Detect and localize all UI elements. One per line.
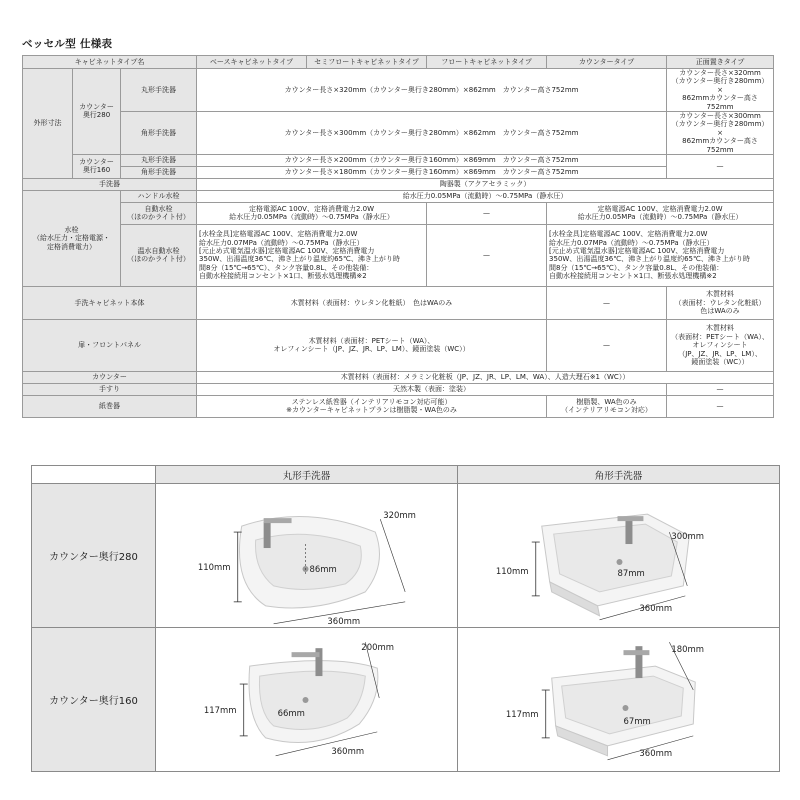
kaku-280-width-label: 360mm xyxy=(639,602,673,613)
maru-160-height-label: 117mm xyxy=(203,704,237,715)
kaku-280-height-label: 110mm xyxy=(495,565,529,576)
maru-280-depth-label: 320mm xyxy=(383,510,416,521)
kaku-280-inner-label: 87mm xyxy=(617,567,645,578)
size-280-maru: カウンター長さ×320mm（カウンター奥行き280mm）×862mm カウンター高さ752mm xyxy=(197,69,667,112)
round-basin-280-image xyxy=(156,484,457,627)
kaku-160-inner-label: 67mm xyxy=(623,715,651,726)
depth-160-label: カウンター 奥行160 xyxy=(73,154,121,178)
maru-280-inner-label: 86mm xyxy=(309,563,337,574)
size-160-kaku: カウンター長さ×180mm（カウンター奥行き160mm）×869mm カウンター高さ752mm xyxy=(197,166,667,178)
shikiki-counter: 樹脂製、WA色のみ （インテリアリモコン対応） xyxy=(547,395,667,417)
round-basin-160-image xyxy=(156,628,457,771)
cabinet-front: 木質材料 （表面材：ウレタン化粧紙） 色はWAのみ xyxy=(667,286,774,319)
handle-value: 給水圧力0.05MPa（流動時）～0.75MPa（静水圧） xyxy=(197,190,774,202)
kaku-160-depth-label: 180mm xyxy=(671,644,705,655)
sink-dimension-table xyxy=(31,465,780,772)
header-cabinet-type: キャビネットタイプ名 xyxy=(23,56,197,69)
kaku-160-height-label: 117mm xyxy=(505,708,539,719)
kaku-label-160: 角形手洗器 xyxy=(121,166,197,178)
size-160-front-dash: — xyxy=(667,154,774,178)
spec-row-onsui xyxy=(23,224,774,286)
tesuri-front-dash: — xyxy=(667,383,774,395)
tesuri-value: 天然木製（表面：塗装） xyxy=(197,383,667,395)
onsui-label: 温水自動水栓 （ほのかライト付） xyxy=(121,224,197,286)
header-base: ベースキャビネットタイプ xyxy=(197,56,307,69)
spec-row-160-maru xyxy=(23,154,774,166)
cabinet-counter-dash: — xyxy=(547,286,667,319)
handle-label: ハンドル水栓 xyxy=(121,190,197,202)
maru-label-160: 丸形手洗器 xyxy=(121,154,197,166)
size-280-kaku-front: カウンター長さ×300mm （カウンター奥行き280mm）× 862mmカウンター高さ752mm xyxy=(667,111,774,154)
cabinet-value: 木質材料（表面材：ウレタン化粧紙） 色はWAのみ xyxy=(197,286,547,319)
auto-value: 定格電源AC 100V、定格消費電力2.0W 給水圧力0.05MPa（流動時）～0.75MPa（静水圧） xyxy=(197,202,427,224)
spec-row-280-maru xyxy=(23,69,774,112)
spec-row-280-kaku xyxy=(23,111,774,154)
spec-row-door xyxy=(23,319,774,371)
door-label: 扉・フロントパネル xyxy=(23,319,197,371)
sink-maru-160 xyxy=(156,628,458,772)
sink-row-label-160: カウンター奥行160 xyxy=(32,628,156,772)
sink-header-blank xyxy=(32,466,156,484)
auto-float-dash: — xyxy=(427,202,547,224)
door-value: 木質材料（表面材：PETシート（WA）、 オレフィンシート（JP、JZ、JR、LP、LM）、鏡面塗装（WC）） xyxy=(197,319,547,371)
sink-row-160 xyxy=(32,628,780,772)
size-280-maru-front: カウンター長さ×320mm （カウンター奥行き280mm）× 862mmカウンター高さ752mm xyxy=(667,69,774,112)
sink-maru-280 xyxy=(156,484,458,628)
sink-row-280 xyxy=(32,484,780,628)
header-float: フロートキャビネットタイプ xyxy=(427,56,547,69)
sink-header-row xyxy=(32,466,780,484)
spec-row-160-kaku xyxy=(23,166,774,178)
square-basin-160-image xyxy=(458,628,779,771)
spec-row-handle xyxy=(23,190,774,202)
auto-value-counter: 定格電源AC 100V、定格消費電力2.0W 給水圧力0.05MPa（流動時）～0.75MPa（静水圧） xyxy=(547,202,774,224)
depth-280-label: カウンター 奥行280 xyxy=(73,69,121,155)
size-280-kaku: カウンター長さ×300mm（カウンター奥行き280mm）×862mm カウンター高さ752mm xyxy=(197,111,667,154)
spec-row-shikiki xyxy=(23,395,774,417)
door-counter-dash: — xyxy=(547,319,667,371)
maru-160-width-label: 360mm xyxy=(331,745,365,756)
spec-row-tearaiki xyxy=(23,178,774,190)
spec-row-counter xyxy=(23,371,774,383)
maru-280-width-label: 360mm xyxy=(327,615,361,626)
kaku-160-width-label: 360mm xyxy=(639,747,673,758)
sink-col-kaku: 角形手洗器 xyxy=(458,466,780,484)
spec-table xyxy=(22,55,774,418)
header-front: 正面置きタイプ xyxy=(667,56,774,69)
tearaiki-label: 手洗器 xyxy=(23,178,197,190)
sink-col-maru: 丸形手洗器 xyxy=(156,466,458,484)
sink-row-label-280: カウンター奥行280 xyxy=(32,484,156,628)
spec-row-auto xyxy=(23,202,774,224)
gaikei-label: 外形寸法 xyxy=(23,69,73,179)
sink-kaku-280 xyxy=(458,484,780,628)
maru-280-height-label: 110mm xyxy=(197,561,231,572)
page-title: ベッセル型 仕様表 xyxy=(22,38,113,50)
kaku-280-depth-label: 300mm xyxy=(671,531,705,542)
shikiki-front-dash: — xyxy=(667,395,774,417)
tesuri-label: 手すり xyxy=(23,383,197,395)
shikiki-value: ステンレス紙巻器（インテリアリモコン対応可能） ※カウンターキャビネットプランは樹脂製・WA色のみ xyxy=(197,395,547,417)
size-160-maru: カウンター長さ×200mm（カウンター奥行き160mm）×869mm カウンター高さ752mm xyxy=(197,154,667,166)
counter-value: 木質材料（表面材：メラミン化粧板（JP、JZ、JR、LP、LM、WA）、人造大理石※1（WC）） xyxy=(197,371,774,383)
maru-160-depth-label: 200mm xyxy=(361,642,394,653)
square-basin-280-image xyxy=(458,484,779,627)
counter-label: カウンター xyxy=(23,371,197,383)
onsui-value-counter: [水栓金具]定格電源AC 100V、定格消費電力2.0W 給水圧力0.07MPa（流動時）～0.75MPa（静水圧） [元止め式電気温水器]定格電源AC 100V、定格消費電力 350W、出湯温度36℃、沸き上がり温度約65℃、沸き上がり時 間8分（15℃→65℃）、タンク容量0.8L、その他装備： 自動水栓接続用コンセント×1口、断張水処理機構※2 xyxy=(547,224,774,286)
cabinet-label: 手洗キャビネット本体 xyxy=(23,286,197,319)
onsui-value: [水栓金具]定格電源AC 100V、定格消費電力2.0W 給水圧力0.07MPa（流動時）～0.75MPa（静水圧） [元止め式電気温水器]定格電源AC 100V、定格消費電力 350W、出湯温度36℃、沸き上がり温度約65℃、沸き上がり時 間8分（15℃→65℃）、タンク容量0.8L、その他装備： 自動水栓接続用コンセント×1口、断張水処理機構※2 xyxy=(197,224,427,286)
sink-kaku-160 xyxy=(458,628,780,772)
spec-header-row xyxy=(23,56,774,69)
tearaiki-value: 陶器製（アクアセラミック） xyxy=(197,178,774,190)
spec-row-tesuri xyxy=(23,383,774,395)
auto-label: 自動水栓 （ほのかライト付） xyxy=(121,202,197,224)
maru-label: 丸形手洗器 xyxy=(121,69,197,112)
suisen-label: 水栓 （給水圧力・定格電源・ 定格消費電力） xyxy=(23,190,121,286)
spec-row-cabinet xyxy=(23,286,774,319)
header-semifloat: セミフロートキャビネットタイプ xyxy=(307,56,427,69)
shikiki-label: 紙巻器 xyxy=(23,395,197,417)
kaku-label: 角形手洗器 xyxy=(121,111,197,154)
maru-160-inner-label: 66mm xyxy=(277,707,305,718)
header-counter: カウンタータイプ xyxy=(547,56,667,69)
onsui-float-dash: — xyxy=(427,224,547,286)
door-front: 木質材料 （表面材：PETシート（WA）、 オレフィンシート （JP、JZ、JR、LP、LM）、 鏡面塗装（WC）） xyxy=(667,319,774,371)
